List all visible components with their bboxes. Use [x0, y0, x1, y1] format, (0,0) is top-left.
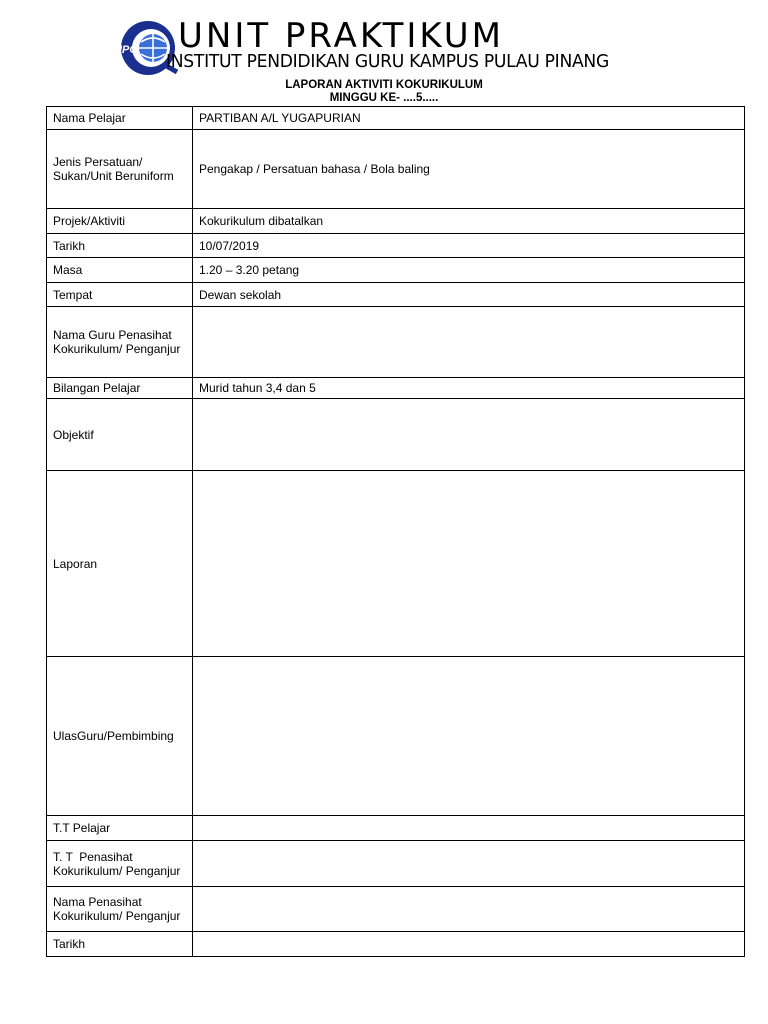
row-label: T.T Pelajar: [47, 816, 193, 841]
table-row: [47, 932, 745, 957]
document-header: [0, 0, 768, 106]
row-value[interactable]: [193, 307, 745, 378]
row-value[interactable]: 1.20 – 3.20 petang: [193, 258, 745, 283]
unit-title: UNIT PRAKTIKUM: [178, 16, 504, 56]
table-row: [47, 234, 745, 258]
table-row: [47, 307, 745, 378]
table-row: [47, 130, 745, 209]
row-value[interactable]: Murid tahun 3,4 dan 5: [193, 378, 745, 399]
row-value[interactable]: [193, 399, 745, 471]
row-label: T. T Penasihat Kokurikulum/ Penganjur: [47, 841, 193, 887]
table-row: [47, 841, 745, 887]
row-label: UlasGuru/Pembimbing: [47, 657, 193, 816]
report-form-table: [46, 106, 745, 957]
table-row: [47, 107, 745, 130]
row-label: Nama Penasihat Kokurikulum/ Penganjur: [47, 887, 193, 932]
row-value[interactable]: [193, 841, 745, 887]
table-row: [47, 399, 745, 471]
row-label: Bilangan Pelajar: [47, 378, 193, 399]
table-row: [47, 816, 745, 841]
report-title: LAPORAN AKTIVITI KOKURIKULUM: [285, 79, 483, 91]
table-row: [47, 283, 745, 307]
row-label: Objektif: [47, 399, 193, 471]
row-value[interactable]: [193, 932, 745, 957]
row-label: Nama Pelajar: [47, 107, 193, 130]
table-row: [47, 657, 745, 816]
row-label: Projek/Aktiviti: [47, 209, 193, 234]
row-label: Tarikh: [47, 234, 193, 258]
row-label: Tempat: [47, 283, 193, 307]
row-value[interactable]: Kokurikulum dibatalkan: [193, 209, 745, 234]
table-row: [47, 887, 745, 932]
row-value[interactable]: [193, 887, 745, 932]
row-value[interactable]: Dewan sekolah: [193, 283, 745, 307]
row-label: Masa: [47, 258, 193, 283]
table-row: [47, 378, 745, 399]
table-row: [47, 471, 745, 657]
institute-name: INSTITUT PENDIDIKAN GURU KAMPUS PULAU PINANG: [166, 52, 609, 72]
row-label: Tarikh: [47, 932, 193, 957]
row-value[interactable]: 10/07/2019: [193, 234, 745, 258]
logo-text: IPG: [119, 44, 138, 56]
week-line: MINGGU KE- ....5.....: [329, 92, 439, 104]
row-value[interactable]: [193, 471, 745, 657]
row-label: Jenis Persatuan/ Sukan/Unit Beruniform: [47, 130, 193, 209]
row-label: Nama Guru Penasihat Kokurikulum/ Penganjur: [47, 307, 193, 378]
row-value[interactable]: [193, 657, 745, 816]
row-value[interactable]: [193, 816, 745, 841]
row-value[interactable]: Pengakap / Persatuan bahasa / Bola baling: [193, 130, 745, 209]
row-label: Laporan: [47, 471, 193, 657]
table-row: [47, 258, 745, 283]
table-row: [47, 209, 745, 234]
row-value[interactable]: PARTIBAN A/L YUGAPURIAN: [193, 107, 745, 130]
